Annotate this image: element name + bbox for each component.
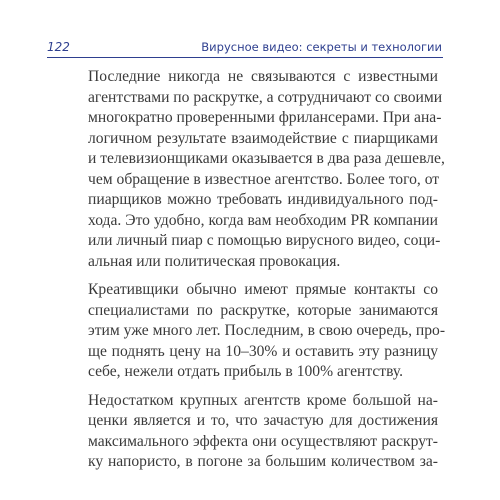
paragraph-1 — [88, 67, 445, 272]
paragraph-3 — [88, 391, 438, 473]
text-line: себе, нежели отдать прибыль в 100% агентству. — [88, 363, 404, 380]
text-line: специалистами по раскрутке, которые занимаются — [88, 301, 438, 319]
body-text — [88, 67, 446, 481]
text-line: Последние никогда не связываются с известными — [88, 68, 438, 85]
text-line: ще поднять цену на 10–30% и оставить эту разницу — [88, 342, 438, 360]
header-rule — [47, 57, 443, 58]
text-line: максимального эффекта они осуществляют раскрут- — [88, 432, 438, 450]
text-line: пиарщиков можно требовать индивидуального под- — [88, 191, 438, 208]
running-head: Вирусное видео: секреты и технологии — [201, 40, 442, 54]
text-line: ку напористо, в погоне за большим количеством за- — [88, 453, 438, 470]
text-line: ценки является и то, что зачастую для достижения — [88, 412, 438, 429]
text-line: или личный пиар с помощью вирусного видео, соци- — [88, 232, 441, 249]
text-line: этим уже много лет. Последним, в свою очередь, про- — [88, 322, 446, 339]
text-line: Недостатком крупных агентств кроме большой на- — [88, 391, 438, 409]
text-line: Креативщики обычно имеют прямые контакты со — [88, 281, 438, 298]
text-line: логичном результате взаимодействие с пиарщиками — [88, 129, 438, 147]
page-number: 122 — [47, 40, 70, 54]
text-line: чем обращение в известное агентство. Более того, от — [88, 170, 440, 188]
text-line: альная или политическая провокация. — [88, 252, 341, 270]
paragraph-2 — [88, 280, 446, 383]
text-line: многократно проверенными фрилансерами. При ана- — [88, 109, 442, 126]
text-line: хода. Это удобно, когда вам необходим PR компании — [88, 211, 438, 229]
text-line: агентствами по раскрутке, а сотрудничают со своими — [88, 88, 443, 106]
text-line: и телевизионщиками оказывается в два раза дешевле, — [88, 150, 445, 167]
